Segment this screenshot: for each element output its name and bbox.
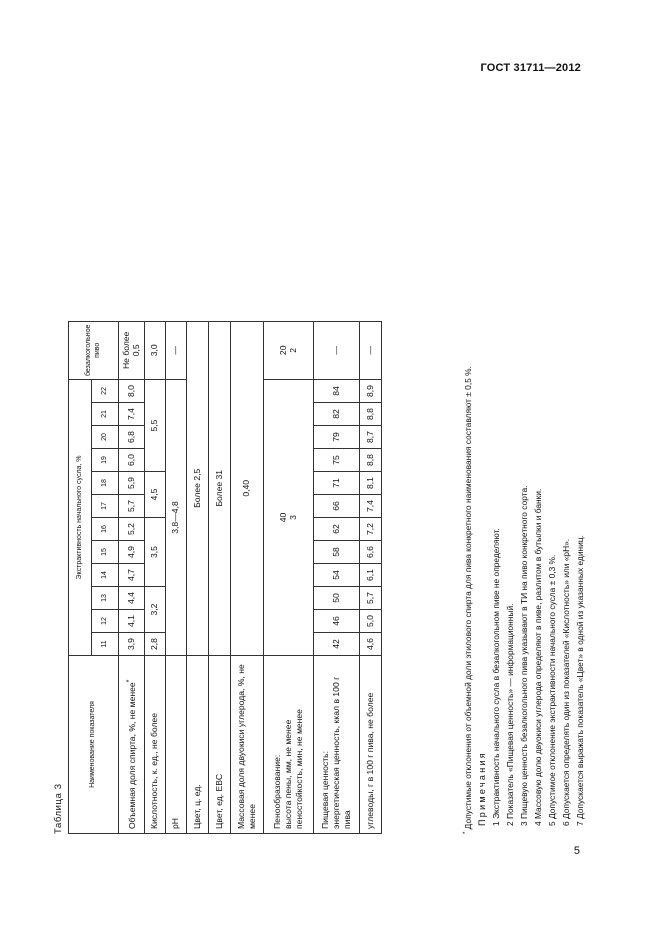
alcohol-16: 5,2 (119, 518, 145, 541)
nutrition-title: Пищевая ценность: (320, 751, 331, 829)
table-row-color-ebc (208, 321, 230, 833)
ph-value: 3,8—4,8 (165, 380, 186, 656)
alcohol-19: 6,0 (119, 449, 145, 472)
carbs-17: 7,4 (359, 495, 381, 518)
footnote: * Допустимые отклонения от объемной доли этилового спирта для пива конкретного наименования составляют ± 0,5 %. (462, 366, 473, 834)
table-notes (459, 134, 587, 834)
alcohol-15: 4,9 (119, 541, 145, 564)
energy-16: 62 (313, 518, 359, 541)
table-row-alcohol (119, 321, 145, 833)
foam-nonalc-height: 20 (277, 345, 288, 356)
extract-col-14: 14 (92, 564, 119, 587)
carbs-nonalc: — (359, 321, 381, 379)
acidity-12-13: 3,2 (144, 587, 165, 633)
energy-11: 42 (313, 633, 359, 656)
extract-col-11: 11 (92, 633, 119, 656)
table-row-color (186, 321, 208, 833)
extract-col-20: 20 (92, 426, 119, 449)
energy-18: 71 (313, 472, 359, 495)
row-label-foam (263, 656, 313, 834)
carbs-19: 8,8 (359, 449, 381, 472)
carbs-22: 8,9 (359, 380, 381, 403)
table-row-foam (263, 321, 313, 833)
standard-header: ГОСТ 31711—2012 (480, 62, 581, 74)
foam-stability-label: пеностойкость, мин, не менее (294, 709, 305, 829)
foam-values (263, 380, 313, 656)
row-label-acidity: Кислотность, к. ед., не более (144, 656, 165, 834)
alcohol-13: 4,4 (119, 587, 145, 610)
alcohol-22: 8,0 (119, 380, 145, 403)
note-2: 2 Показатель «Пищевая ценность» — информационный. (504, 603, 515, 826)
extract-col-13: 13 (92, 587, 119, 610)
color-ebc-value: Более 31 (208, 321, 230, 655)
col-indicator-header: Наименование показателя (69, 656, 119, 834)
energy-label: энергетическая ценность, ккал в 100 г пива (331, 676, 352, 829)
note-1: 1 Экстрактивность начального сусла в безалкогольном пиве не определяют. (490, 528, 501, 826)
row-label-ph: pH (165, 656, 186, 834)
row-label-co2: Массовая доля двуокиси углерода, %, не менее (230, 656, 263, 834)
foam-height-label: высота пены, мм, не менее (282, 719, 293, 829)
carbs-21: 8,8 (359, 403, 381, 426)
table-row-acidity (144, 321, 165, 833)
alcohol-nonalc: Не более 0,5 (119, 321, 145, 379)
energy-21: 82 (313, 403, 359, 426)
rotated-table-page (43, 78, 585, 838)
alcohol-20: 6,8 (119, 426, 145, 449)
foam-nonalc (263, 321, 313, 379)
note-5: 5 Допустимое отклонение экстрактивности начального сусла ± 0,3 %. (546, 554, 557, 826)
carbs-15: 6,6 (359, 541, 381, 564)
acidity-19-22: 5,5 (144, 380, 165, 472)
extract-col-22: 22 (92, 380, 119, 403)
carbs-16: 7,2 (359, 518, 381, 541)
row-label-alcohol: Объемная доля спирта, %, не менее* (119, 656, 145, 834)
acidity-14-16: 3,5 (144, 518, 165, 587)
alcohol-18: 5,9 (119, 472, 145, 495)
energy-17: 66 (313, 495, 359, 518)
table-3 (68, 321, 382, 834)
energy-13: 50 (313, 587, 359, 610)
extract-col-21: 21 (92, 403, 119, 426)
row-label-carbs: углеводы, г в 100 г пива, не более (359, 656, 381, 834)
foam-title: Пенообразование: (271, 754, 282, 829)
alcohol-17: 5,7 (119, 495, 145, 518)
energy-22: 84 (313, 380, 359, 403)
energy-20: 79 (313, 426, 359, 449)
co2-value: 0,40 (230, 321, 263, 655)
note-4: 4 Массовую долю двуокиси углерода определяют в пиве, разлитом в бутылки и банки. (532, 488, 543, 826)
carbs-14: 6,1 (359, 564, 381, 587)
carbs-18: 8,1 (359, 472, 381, 495)
extract-col-12: 12 (92, 610, 119, 633)
foam-height-value: 40 (277, 512, 288, 523)
acidity-nonalc: 3,0 (144, 321, 165, 379)
table-row-carbs (359, 321, 381, 833)
alcohol-14: 4,7 (119, 564, 145, 587)
col-nonalc-header: безалкогольное пиво (69, 321, 119, 379)
carbs-11: 4,6 (359, 633, 381, 656)
row-label-nutrition (313, 656, 359, 834)
extract-col-16: 16 (92, 518, 119, 541)
energy-19: 75 (313, 449, 359, 472)
extract-col-15: 15 (92, 541, 119, 564)
acidity-17-18: 4,5 (144, 472, 165, 518)
extract-col-19: 19 (92, 449, 119, 472)
alcohol-11: 3,9 (119, 633, 145, 656)
row-label-color: Цвет, ц. ед. (186, 656, 208, 834)
table-caption: Таблица 3 (53, 783, 64, 834)
energy-12: 46 (313, 610, 359, 633)
extract-col-17: 17 (92, 495, 119, 518)
alcohol-21: 7,4 (119, 403, 145, 426)
foam-stability-value: 3 (288, 515, 299, 520)
extract-col-18: 18 (92, 472, 119, 495)
page-number: 5 (573, 845, 580, 857)
note-3: 3 Пищевую ценность безалкогольного пива указывают в ТИ на пиво конкретного сорта. (518, 485, 529, 826)
row-label-color-ebc: Цвет, ед. EBC (208, 656, 230, 834)
carbs-12: 5,0 (359, 610, 381, 633)
energy-15: 58 (313, 541, 359, 564)
ph-nonalc: — (165, 321, 186, 379)
carbs-20: 8,7 (359, 426, 381, 449)
col-extract-header: Экстрактивность начального сусла, % (69, 380, 92, 656)
carbs-13: 5,7 (359, 587, 381, 610)
alcohol-12: 4,1 (119, 610, 145, 633)
note-7: 7 Допускается выражать показатель «Цвет» в одной из указанных единиц. (574, 535, 585, 826)
table-row-co2 (230, 321, 263, 833)
energy-nonalc: — (313, 321, 359, 379)
energy-14: 54 (313, 564, 359, 587)
table-row-ph (165, 321, 186, 833)
acidity-11: 2,8 (144, 633, 165, 656)
table-row-energy (313, 321, 359, 833)
color-value: Более 2,5 (186, 321, 208, 655)
note-6: 6 Допускается определять один из показателей «Кислотность» или «pH». (560, 538, 571, 826)
indicators-table (68, 321, 382, 834)
notes-title: Примечания (476, 751, 487, 826)
foam-nonalc-stability: 2 (288, 347, 299, 353)
